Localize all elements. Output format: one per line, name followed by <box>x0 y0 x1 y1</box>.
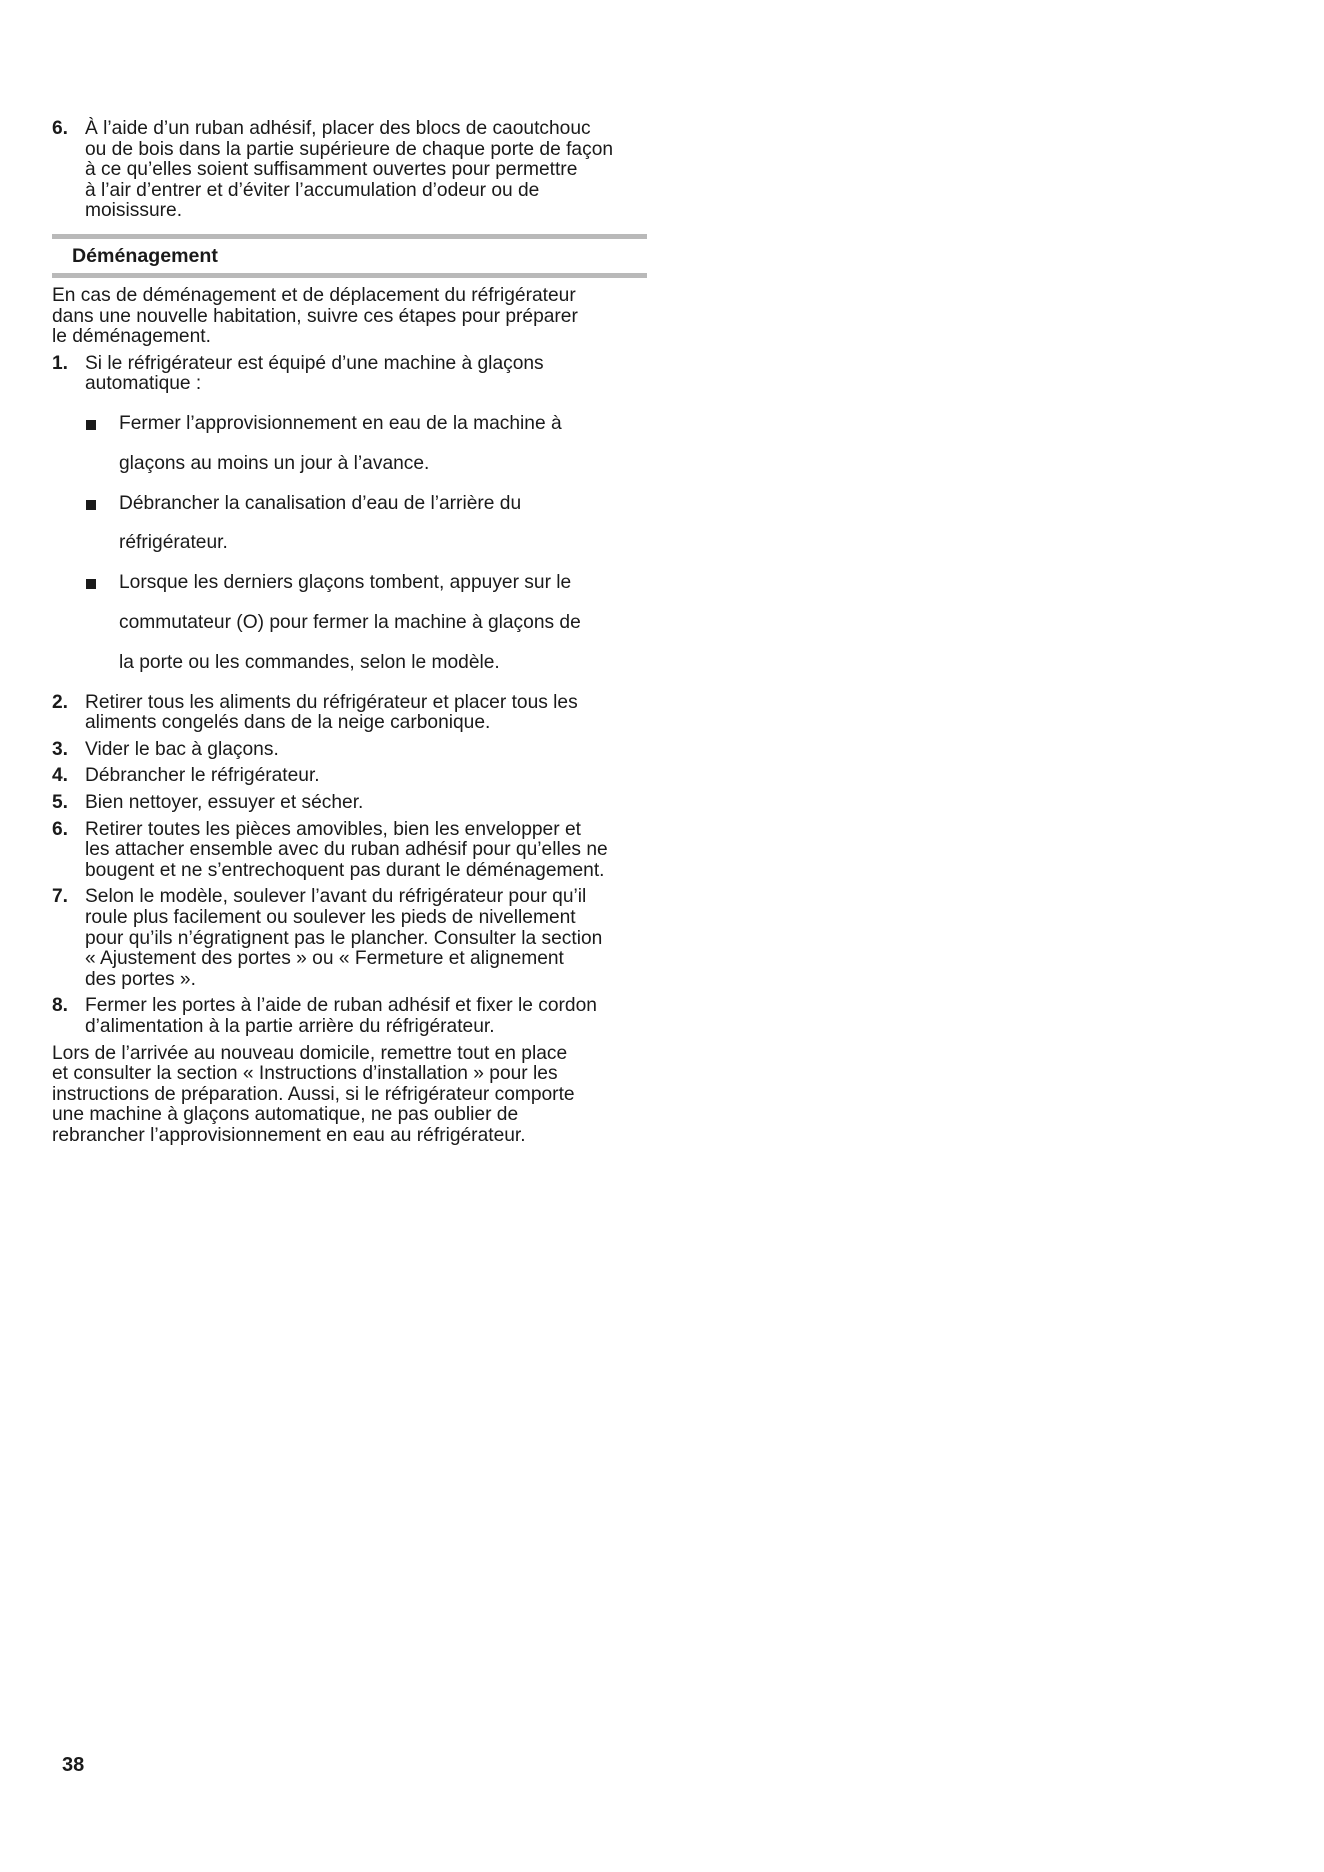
intro-step-6 <box>52 119 647 222</box>
paragraph-line: une machine à glaçons automatique, ne pas oublier de <box>52 1104 519 1126</box>
bullet-line: Lorsque les derniers glaçons tombent, appuyer sur le <box>119 572 572 594</box>
step-line: Retirer tous les aliments du réfrigérateur et placer tous les <box>85 691 578 713</box>
bullet-line: Débrancher la canalisation d’eau de l’arrière du <box>119 492 522 514</box>
step-line: Vider le bac à glaçons. <box>85 738 279 760</box>
step-line: pour qu’ils n’égratignent pas le plancher. Consulter la section <box>85 927 603 949</box>
section-intro-paragraph <box>52 286 647 348</box>
step-2 <box>52 693 647 734</box>
step-number: 2. <box>52 691 69 713</box>
step-number: 3. <box>52 738 69 760</box>
step-8 <box>52 996 647 1037</box>
step-line: Débrancher le réfrigérateur. <box>85 765 320 787</box>
paragraph-line: dans une nouvelle habitation, suivre ces étapes pour préparer <box>52 305 578 327</box>
section-rule-bottom <box>52 273 647 278</box>
step-number: 8. <box>52 995 69 1017</box>
step-line: roule plus facilement ou soulever les pieds de nivellement <box>85 906 576 928</box>
step-number: 6. <box>52 818 69 840</box>
paragraph-line: En cas de déménagement et de déplacement du réfrigérateur <box>52 284 576 306</box>
step-line: Selon le modèle, soulever l’avant du réfrigérateur pour qu’il <box>85 886 587 908</box>
bullet-item <box>52 494 647 554</box>
step-3 <box>52 740 647 761</box>
step-number: 6. <box>52 118 69 139</box>
step-line: ou de bois dans la partie supérieure de chaque porte de façon <box>85 138 614 160</box>
step-line: moisissure. <box>85 200 183 222</box>
step-line: à l’air d’entrer et d’éviter l’accumulation d’odeur ou de <box>85 179 540 201</box>
step-number: 1. <box>52 352 69 374</box>
page-number: 38 <box>62 1754 85 1776</box>
section-heading: Déménagement <box>72 244 218 267</box>
bullet-line: commutateur (O) pour fermer la machine à glaçons de <box>119 612 581 634</box>
step-line: à ce qu’elles soient suffisamment ouvertes pour permettre <box>85 159 578 181</box>
bullet-line: glaçons au moins un jour à l’avance. <box>119 452 430 474</box>
bullet-item <box>52 573 647 673</box>
bullet-line: réfrigérateur. <box>119 532 228 554</box>
step-7 <box>52 887 647 990</box>
paragraph-line: Lors de l’arrivée au nouveau domicile, remettre tout en place <box>52 1042 568 1064</box>
step-4 <box>52 766 647 787</box>
paragraph-line: le déménagement. <box>52 326 211 348</box>
paragraph-line: et consulter la section « Instructions d’installation » pour les <box>52 1063 558 1085</box>
step-line: Bien nettoyer, essuyer et sécher. <box>85 791 364 813</box>
step-line: À l’aide d’un ruban adhésif, placer des blocs de caoutchouc <box>85 118 591 139</box>
step-line: Retirer toutes les pièces amovibles, bien les envelopper et <box>85 818 581 840</box>
step-6 <box>52 820 647 882</box>
step-line: « Ajustement des portes » ou « Fermeture et alignement <box>85 948 564 970</box>
step-line: d’alimentation à la partie arrière du réfrigérateur. <box>85 1015 495 1037</box>
step-number: 5. <box>52 791 69 813</box>
step-line: automatique : <box>85 373 202 395</box>
bullet-line: Fermer l’approvisionnement en eau de la machine à <box>119 413 562 435</box>
bullet-line: la porte ou les commandes, selon le modèle. <box>119 651 500 673</box>
paragraph-line: rebrancher l’approvisionnement en eau au réfrigérateur. <box>52 1124 526 1146</box>
bullet-square-icon <box>86 500 96 510</box>
step-number: 7. <box>52 886 69 908</box>
step-line: Si le réfrigérateur est équipé d’une machine à glaçons <box>85 352 544 374</box>
text-column <box>52 119 647 1146</box>
step-5 <box>52 793 647 814</box>
closing-paragraph <box>52 1044 647 1147</box>
step-line: les attacher ensemble avec du ruban adhésif pour qu’elles ne <box>85 839 608 861</box>
step-line: aliments congelés dans de la neige carbonique. <box>85 712 491 734</box>
paragraph-line: instructions de préparation. Aussi, si le réfrigérateur comporte <box>52 1083 575 1105</box>
step-line: bougent et ne s’entrechoquent pas durant le déménagement. <box>85 859 605 881</box>
bullet-square-icon <box>86 579 96 589</box>
step-number: 4. <box>52 765 69 787</box>
step-line: des portes ». <box>85 968 196 990</box>
step-line: Fermer les portes à l’aide de ruban adhésif et fixer le cordon <box>85 995 597 1017</box>
bullet-square-icon <box>86 420 96 430</box>
step-1 <box>52 354 647 395</box>
bullet-item <box>52 414 647 474</box>
